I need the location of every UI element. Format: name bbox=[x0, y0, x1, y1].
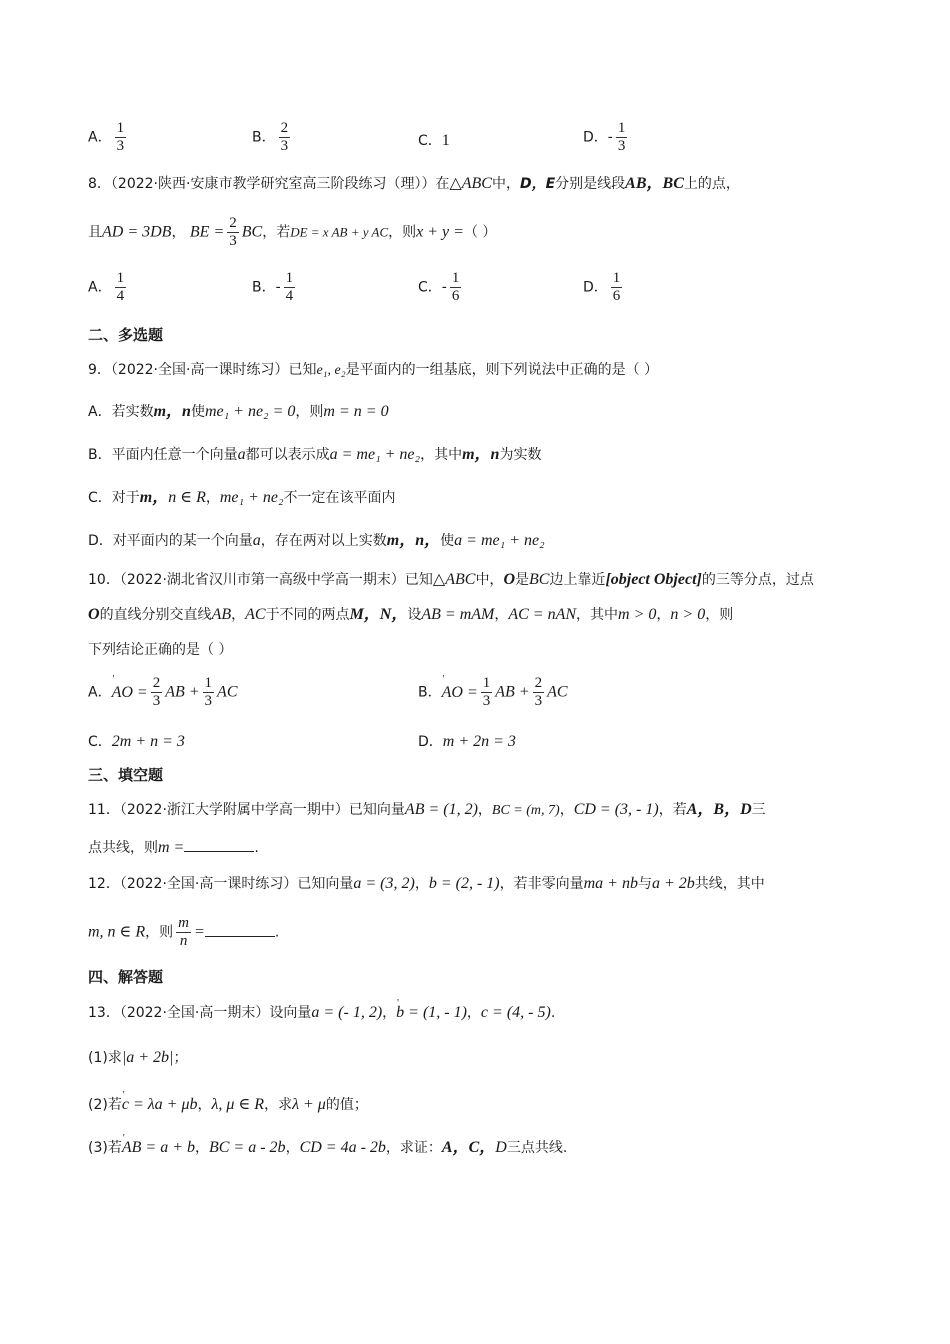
section-heading-multiple-choice: 二、多选题 bbox=[88, 326, 164, 344]
q13-stem: 13．（2022·全国·高一期末）设向量a = (- 1, 2)，' b = (1, - 1)，c = (4, - 5). bbox=[88, 1003, 555, 1023]
q7-option-b: B． $\frac{2}{3}$ bbox=[252, 120, 289, 154]
q13-part-2: (2)若' c = λa + μb，λ, μ ∈ R，求λ + μ的值； bbox=[88, 1095, 368, 1115]
q11-stem-line2: 点共线，则m = . bbox=[88, 839, 259, 856]
q9-option-d: D．对平面内的某一个向量a，存在两对以上实数m，n，使a = me₁ + ne₂ bbox=[88, 532, 545, 549]
q8-option-c: C．- $\frac{1}{6}$ bbox=[418, 270, 460, 304]
q9-option-a: A．若实数m，n使me₁ + ne₂ = 0，则m = n = 0 bbox=[88, 403, 389, 420]
q10-option-a: A．' AO = $\frac{2}{3}$ AB + $\frac{1}{3}$ AC bbox=[88, 675, 238, 710]
q13-part-1: (1)求|a + 2b|； bbox=[88, 1049, 188, 1066]
q8-option-b: B．- $\frac{1}{4}$ bbox=[252, 270, 294, 304]
q10-option-d: D．m + 2n = 3 bbox=[418, 733, 516, 750]
section-heading-fill-in: 三、填空题 bbox=[88, 766, 164, 784]
q12-stem-line1: 12．（2022·全国·高一课时练习）已知向量a = (3, 2)，b = (2, - 1)，若非零向量ma + nb与a + 2b共线，其中 bbox=[88, 875, 765, 892]
q8-stem-line1: 8．（2022·陕西·安康市教学研究室高三阶段练习（理））在△ABC中，D，E分别是线段AB，BC上的点， bbox=[88, 175, 740, 192]
q10-stem-line2: O的直线分别交直线AB，AC于不同的两点M，N，设AB = mAM，AC = nAN，其中m > 0，n > 0，则 bbox=[88, 606, 734, 623]
q11-answer-blank[interactable] bbox=[184, 837, 254, 852]
q9-option-b: B．平面内任意一个向量a都可以表示成a = me₁ + ne₂，其中m，n为实数 bbox=[88, 446, 542, 463]
q8-option-d: D． $\frac{1}{6}$ bbox=[583, 270, 621, 304]
q13-part-3: (3)若' AB = a + b，BC = a - 2b，CD = 4a - 2b，求证：A，C，D三点共线. bbox=[88, 1138, 567, 1158]
q10-option-c: C．2m + n = 3 bbox=[88, 733, 185, 750]
q11-stem-line1: 11．（2022·浙江大学附属中学高一期中）已知向量AB = (1, 2)，BC = (m, 7)，CD = (3, - 1)，若A，B，D三 bbox=[88, 801, 766, 818]
q9-option-c: C．对于m，n ∈ R，me₁ + ne₂不一定在该平面内 bbox=[88, 489, 396, 506]
q7-option-c: C．1 bbox=[418, 132, 450, 149]
q7-option-d: D．- $\frac{1}{3}$ bbox=[583, 120, 626, 154]
q10-option-b: B．' AO = $\frac{1}{3}$ AB + $\frac{2}{3}$ AC bbox=[418, 675, 568, 710]
q10-stem-line3: 下列结论正确的是（ ） bbox=[88, 642, 233, 658]
q9-stem: 9．（2022·全国·高一课时练习）已知e₁, e₂是平面内的一组基底，则下列说法中正确的是（ ） bbox=[88, 362, 659, 378]
q8-stem-line2: 且AD = 3DB， BE = $\frac{2}{3}$ BC，若DE = x AB + y AC，则x + y =（ ） bbox=[88, 215, 497, 249]
q10-stem-line1: 10．（2022·湖北省汉川市第一高级中学高一期末）已知△ABC中，O是BC边上靠近[object Object]的三等分点，过点 bbox=[88, 571, 814, 588]
q12-stem-line2: m, n ∈ R，则 $\frac{m}{n}$ = . bbox=[88, 915, 280, 949]
q8-option-a: A． $\frac{1}{4}$ bbox=[88, 270, 125, 304]
q7-option-a: A． $\frac{1}{3}$ bbox=[88, 120, 125, 154]
section-heading-solutions: 四、解答题 bbox=[88, 968, 164, 986]
q12-answer-blank[interactable] bbox=[205, 922, 275, 937]
